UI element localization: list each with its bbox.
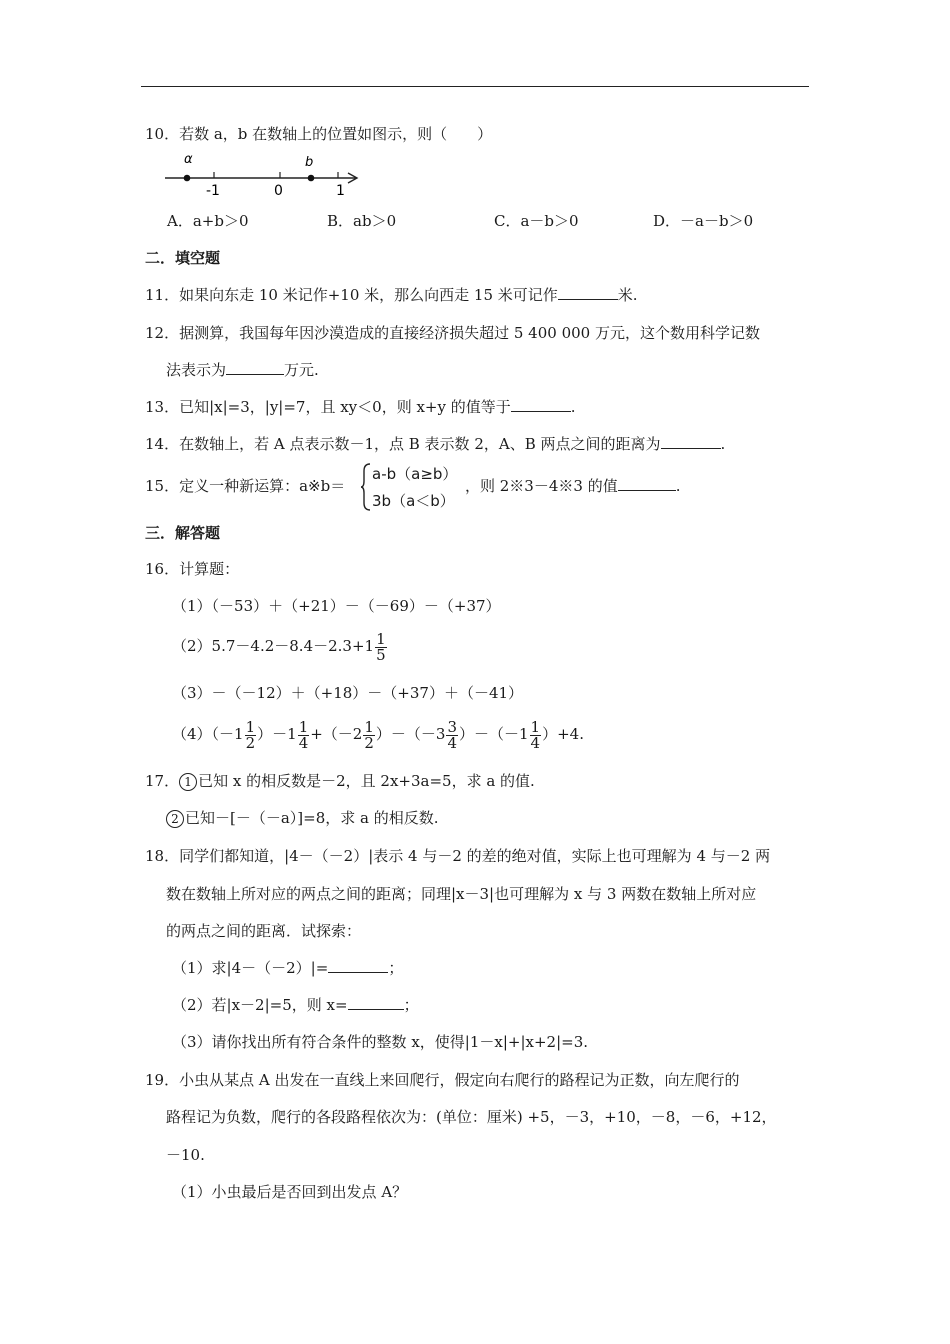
q18-part-2: （2）若|x－2|=5，则 x= ； [172, 996, 419, 1014]
q17-part-1: 17． 1 已知 x 的相反数是－2，且 2x+3a=5，求 a 的值. [145, 772, 535, 790]
q18-part-1: （1）求|4－（－2）|= ； [172, 959, 404, 977]
q18-blank-1[interactable] [328, 958, 388, 973]
fraction: $\frac{1}{4}$ [298, 717, 309, 752]
q11-text: 11．如果向东走 10 米记作+10 米，那么向西走 15 米可记作 [145, 286, 558, 304]
number-line-figure [160, 148, 370, 200]
q16-stem: 16．计算题： [145, 560, 240, 578]
q14-tail: . [720, 435, 726, 453]
section-heading-solve: 三．解答题 [145, 524, 221, 542]
q11-blank[interactable] [558, 285, 618, 300]
q19-line-3: －10. [166, 1146, 205, 1164]
q11 [145, 285, 638, 305]
q18-part-3: （3）请你找出所有符合条件的整数 x，使得|1－x|+|x+2|=3. [172, 1033, 589, 1051]
tick-label-1: 1 [336, 183, 345, 199]
fraction: $\frac{1}{5}$ [376, 629, 386, 664]
point-a [184, 175, 191, 182]
q15-text: 15．定义一种新运算：a※b＝ [145, 477, 346, 495]
fraction: $\frac{3}{4}$ [447, 717, 457, 752]
label-b: b [305, 155, 314, 170]
q15-rest [465, 476, 681, 496]
q12-tail: 万元. [284, 361, 319, 379]
q16-part-4: （4）（－1 $\frac{1}{2}$ ）－1 $\frac{1}{4}$ +（－2 $\frac{1}{2}$ ）－（－3 $\frac{3}{4}$ ）－（－1 $\frac{1}{4}$ ）+4. [172, 717, 584, 752]
q10-option-a: A．a+b＞0 [167, 212, 249, 230]
q16-part-1: （1）（－53）＋（+21）－（－69）－（+37） [172, 597, 501, 615]
q10-option-c: C．a－b＞0 [494, 212, 579, 230]
q18-line-3: 的两点之间的距离．试探索： [166, 922, 362, 940]
q17-part-2: 2 已知－[－（－a）]=8，求 a 的相反数. [166, 808, 439, 828]
q15-case-2: 3b（a＜b） [372, 492, 455, 510]
section-heading-fill-blank: 二．填空题 [145, 249, 221, 267]
q12-blank[interactable] [226, 360, 284, 375]
q19-line-2: 路程记为负数，爬行的各段路程依次为：(单位：厘米) +5，－3，+10，－8，－6，+12， [166, 1108, 777, 1126]
q10-option-b: B．ab＞0 [327, 212, 397, 230]
q14 [145, 434, 725, 454]
q12-line2-text: 法表示为 [166, 361, 227, 379]
q16-part-2-text: （2）5.7－4.2－8.4－2.3+1 [172, 637, 375, 655]
fraction: $\frac{1}{2}$ [364, 717, 374, 752]
fraction: $\frac{1}{4}$ [530, 717, 541, 752]
q12-line1: 12．据测算，我国每年因沙漠造成的直接经济损失超过 5 400 000 万元，这个数用科学记数 [145, 324, 760, 342]
q16-part-2 [172, 628, 388, 664]
fraction: $\frac{1}{2}$ [245, 717, 256, 752]
q15-case-1: a-b（a≥b） [372, 465, 458, 483]
q18-blank-2[interactable] [348, 995, 404, 1010]
q14-text: 14．在数轴上，若 A 点表示数－1，点 B 表示数 2，A、B 两点之间的距离为 [145, 435, 661, 453]
q18-line-1: 18．同学们都知道，|4－（－2）|表示 4 与－2 的差的绝对值，实际上也可理解为 4 与－2 两 [145, 847, 771, 865]
q19-line-1: 19．小虫从某点 A 出发在一直线上来回爬行，假定向右爬行的路程记为正数，向左爬行的 [145, 1071, 740, 1089]
q16-part-3: （3）－（－12）＋（+18）－（+37）＋（－41） [172, 684, 524, 702]
circled-number-1-icon: 1 [179, 773, 197, 791]
q18-line-2: 数在数轴上所对应的两点之间的距离；同理|x－3|也可理解为 x 与 3 两数在数轴上所对应 [166, 885, 757, 903]
q14-blank[interactable] [661, 434, 721, 449]
tick-label-minus-1: -1 [206, 183, 220, 199]
circled-number-2-icon: 2 [166, 810, 184, 828]
tick-label-0: 0 [274, 183, 283, 199]
q13-tail: . [570, 398, 576, 416]
piecewise-brace-icon [360, 462, 372, 512]
q15-blank[interactable] [618, 476, 676, 491]
point-b [308, 175, 315, 182]
header-rule [141, 86, 809, 87]
q13 [145, 397, 576, 417]
label-a: α [184, 152, 193, 167]
q15-mid: ，则 2※3－4※3 的值 [465, 477, 618, 495]
q10-option-d: D．－a－b＞0 [653, 212, 754, 230]
q13-text: 13．已知|x|=3，|y|=7，且 xy＜0，则 x+y 的值等于 [145, 398, 511, 416]
q15-tail: . [675, 477, 681, 495]
q12-line2 [166, 360, 319, 380]
q13-blank[interactable] [511, 397, 571, 412]
q19-part-1: （1）小虫最后是否回到出发点 A？ [172, 1183, 408, 1201]
q10-stem: 10．若数 a，b 在数轴上的位置如图示，则（ ） [145, 125, 493, 143]
q11-tail: 米. [617, 286, 638, 304]
